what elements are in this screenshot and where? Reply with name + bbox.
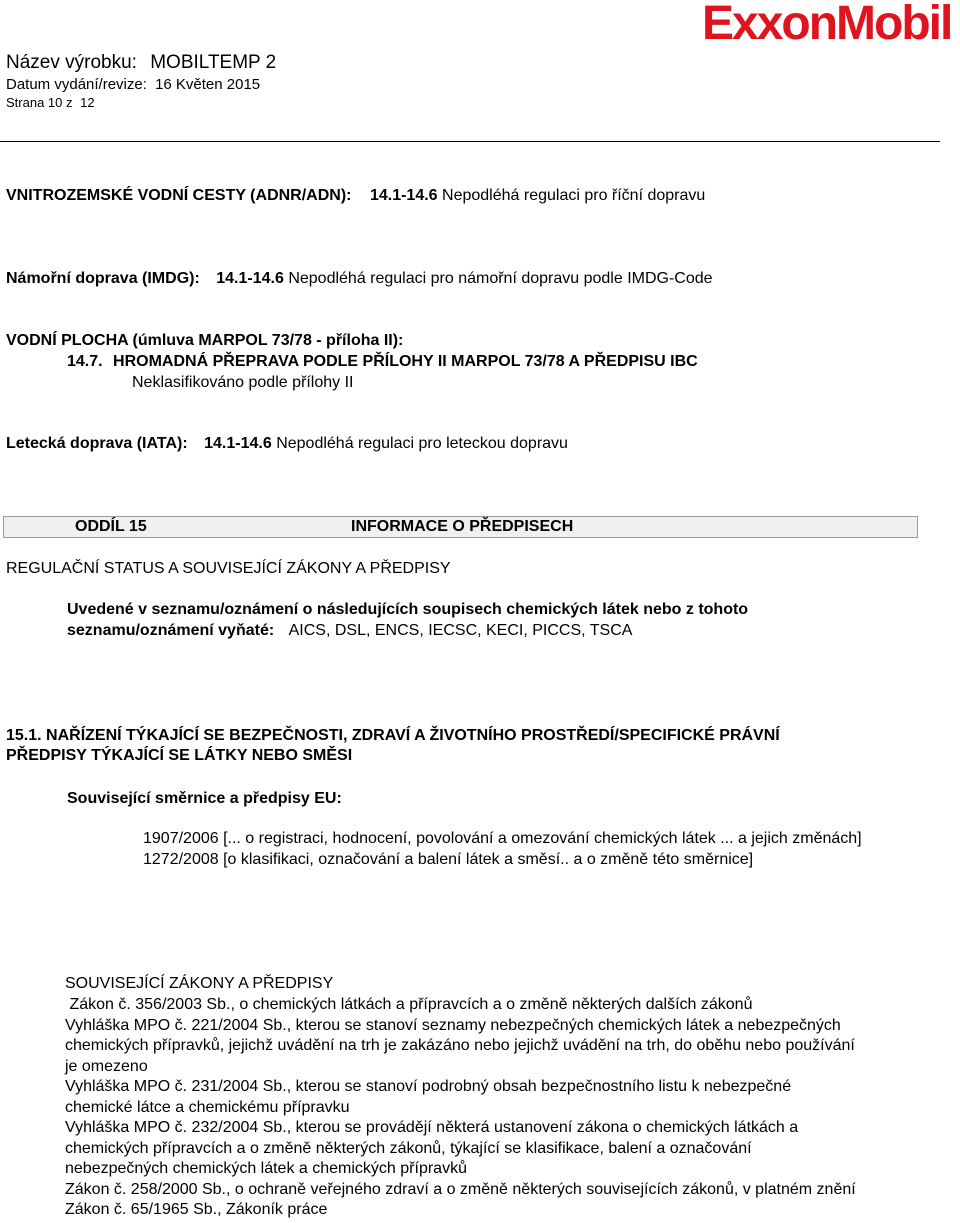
law-line: Zákon č. 356/2003 Sb., o chemických látkách a přípravcích a o změně některých dalších zákonů <box>65 996 753 1013</box>
eu-regulation-item: 1907/2006 [... o registraci, hodnocení, povolování a omezování chemických látek ... a jejich změnách] <box>143 830 862 847</box>
law-line: chemické látce a chemickému přípravku <box>65 1098 350 1116</box>
law-line: nebezpečných chemických látek a chemických přípravků <box>65 1160 467 1177</box>
inventory-exempt-label: seznamu/oznámení vyňaté: <box>67 622 275 639</box>
imdg-text: Nepodléhá regulaci pro námořní dopravu podle IMDG-Code <box>288 270 713 287</box>
page-number-line <box>6 95 95 110</box>
adnr-row <box>6 186 705 206</box>
regulatory-status-heading: REGULAČNÍ STATUS A SOUVISEJÍCÍ ZÁKONY A PŘEDPISY <box>6 560 451 577</box>
iata-label: Letecká doprava (IATA): <box>6 435 188 452</box>
section-number: ODDÍL 15 <box>75 518 147 535</box>
product-name-line <box>6 52 276 74</box>
iata-code: 14.1-14.6 <box>204 435 272 452</box>
imdg-label: Námořní doprava (IMDG): <box>6 270 200 287</box>
header-divider <box>0 141 940 142</box>
marpol-bulk-row <box>67 352 698 372</box>
law-line: Vyhláška MPO č. 221/2004 Sb., kterou se stanoví seznamy nebezpečných chemických látek a nebezpečných <box>65 1016 841 1034</box>
imdg-code: 14.1-14.6 <box>216 270 284 287</box>
product-name-value: MOBILTEMP 2 <box>150 52 277 73</box>
adnr-text: Nepodléhá regulaci pro říční dopravu <box>442 187 706 204</box>
marpol-label: VODNÍ PLOCHA (úmluva MARPOL 73/78 - příloha II): <box>6 332 404 349</box>
section-title: INFORMACE O PŘEDPISECH <box>351 518 574 535</box>
law-line: Vyhláška MPO č. 232/2004 Sb., kterou se provádějí některá ustanovení zákona o chemických látkách a <box>65 1119 799 1136</box>
subsection-15-1-line-2: PŘEDPISY TÝKAJÍCÍ SE LÁTKY NEBO SMĚSI <box>6 747 353 764</box>
law-line: chemických přípravků, jejichž uvádění na trh je zakázáno nebo jejichž uvádění na trh, do oběhu nebo používání <box>65 1037 855 1054</box>
iata-text: Nepodléhá regulaci pro leteckou dopravu <box>276 435 568 452</box>
issue-date-value: 16 Květen 2015 <box>155 76 261 93</box>
law-line: Zákon č. 65/1965 Sb., Zákoník práce <box>65 1201 328 1218</box>
eu-regulation-item: 1272/2008 [o klasifikaci, označování a balení látek a směsí.. a o změně této směrnice] <box>143 851 754 868</box>
adnr-label: VNITROZEMSKÉ VODNÍ CESTY (ADNR/ADN): <box>6 187 352 204</box>
iata-row <box>6 434 568 454</box>
law-line: chemických přípravcích a o změně některých zákonů, týkající se klasifikace, balení a označování <box>65 1139 752 1157</box>
issue-date-label: Datum vydání/revize: <box>6 76 147 93</box>
exxonmobil-logo: ExxonMobil <box>702 0 952 50</box>
law-line: Zákon č. 258/2000 Sb., o ochraně veřejného zdraví a o změně některých souvisejících zákonů, v platném znění <box>65 1180 856 1198</box>
related-laws-heading: SOUVISEJÍCÍ ZÁKONY A PŘEDPISY <box>65 975 334 992</box>
marpol-title: HROMADNÁ PŘEPRAVA PODLE PŘÍLOHY II MARPOL 73/78 A PŘEDPISU IBC <box>113 353 698 370</box>
adnr-code: 14.1-14.6 <box>369 187 438 204</box>
inventory-line-2 <box>67 621 632 641</box>
related-laws-list <box>65 995 856 1221</box>
inventory-list: AICS, DSL, ENCS, IECSC, KECI, PICCS, TSCA <box>288 622 633 639</box>
inventory-line-1: Uvedené v seznamu/oznámení o následujících soupisech chemických látek nebo z tohoto <box>67 601 749 618</box>
page-number-value: 12 <box>80 95 95 110</box>
law-line: je omezeno <box>65 1057 148 1075</box>
law-line: Vyhláška MPO č. 231/2004 Sb., kterou se stanoví podrobný obsah bezpečnostního listu k nebezpečné <box>65 1078 792 1095</box>
page-number-label: Strana 10 z <box>6 95 73 110</box>
subsection-15-1-line-1: 15.1. NAŘÍZENÍ TÝKAJÍCÍ SE BEZPEČNOSTI, ZDRAVÍ A ŽIVOTNÍHO PROSTŘEDÍ/SPECIFICKÉ PRÁVNÍ <box>6 727 780 744</box>
section-15-header-bar <box>3 516 918 538</box>
eu-regulations-heading: Související směrnice a předpisy EU: <box>67 790 342 807</box>
issue-date-line <box>6 76 260 93</box>
marpol-code: 14.7. <box>67 353 103 370</box>
imdg-row <box>6 269 713 289</box>
marpol-text: Neklasifikováno podle přílohy II <box>132 374 354 391</box>
product-name-label: Název výrobku: <box>6 52 137 73</box>
